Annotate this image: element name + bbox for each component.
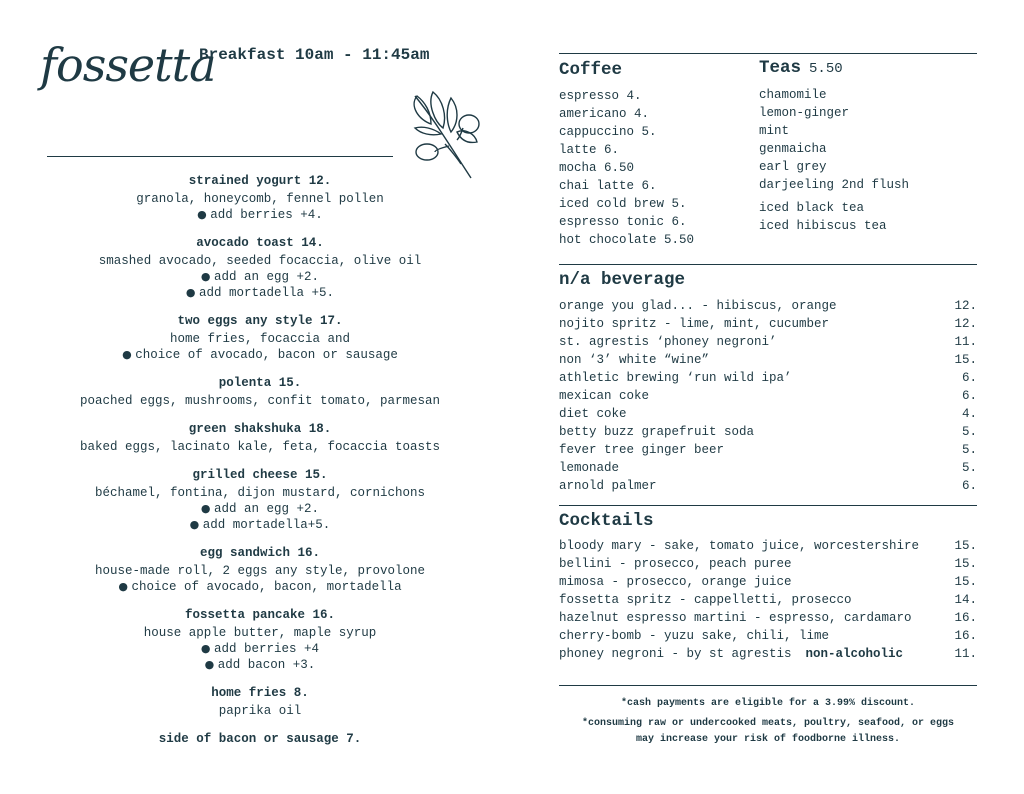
item-description: béchamel, fontina, dijon mustard, cornichons — [94, 486, 426, 500]
bullet-icon: ● — [197, 208, 211, 221]
food-item — [60, 606, 460, 673]
drink-name — [559, 333, 777, 351]
item-description: paprika oil — [218, 704, 302, 718]
na-beverage-item — [559, 333, 977, 351]
na-beverage-list — [559, 297, 977, 495]
item-description: poached eggs, mushrooms, confit tomato, parmesan — [79, 394, 441, 408]
cocktail-item — [559, 537, 977, 555]
food-item — [60, 374, 460, 409]
cocktails-rule — [559, 505, 977, 506]
coffee-item: cappuccino 5. — [559, 125, 657, 139]
drink-name — [559, 477, 657, 495]
na-beverage-item — [559, 297, 977, 315]
addon-label: add an egg +2. — [214, 502, 320, 516]
drink-price: 6. — [961, 479, 977, 493]
addon-label: add berries +4. — [210, 208, 323, 222]
addon-label: add bacon +3. — [217, 658, 316, 672]
food-item — [60, 172, 460, 223]
drink-name — [559, 387, 649, 405]
drink-price: 11. — [954, 335, 977, 349]
coffee-heading: Coffee — [559, 60, 623, 80]
drink-name — [559, 423, 754, 441]
drink-label: non ‘3’ white “wine” — [559, 353, 710, 367]
drink-price: 12. — [954, 317, 977, 331]
drink-label: fever tree ginger beer — [559, 443, 725, 457]
raw-food-warning-cont: may increase your risk of foodborne illness. — [635, 734, 901, 745]
item-addon — [60, 579, 460, 595]
item-addon — [60, 517, 460, 533]
drink-price: 11. — [954, 647, 977, 661]
na-beverage-heading: n/a beverage — [559, 270, 686, 290]
item-title: fossetta pancake 16. — [184, 608, 336, 622]
drink-price: 14. — [954, 593, 977, 607]
drink-label: fossetta spritz - cappelletti, prosecco — [559, 593, 852, 607]
addon-label: choice of avocado, bacon or sausage — [135, 348, 398, 362]
na-beverage-item — [559, 423, 977, 441]
na-beverage-item — [559, 351, 977, 369]
teas-price: 5.50 — [809, 61, 843, 77]
na-rule — [559, 264, 977, 265]
item-addon — [60, 207, 460, 223]
na-beverage-item — [559, 405, 977, 423]
top-rule — [559, 53, 977, 54]
food-item — [60, 730, 460, 749]
drink-name — [559, 441, 724, 459]
food-item — [60, 544, 460, 595]
drink-name — [559, 537, 919, 555]
item-title: side of bacon or sausage 7. — [158, 732, 362, 746]
item-title: grilled cheese 15. — [192, 468, 328, 482]
drink-name — [559, 627, 829, 645]
drink-name — [559, 573, 792, 591]
drink-label: diet coke — [559, 407, 627, 421]
drink-label: mexican coke — [559, 389, 650, 403]
cash-discount-note: *cash payments are eligible for a 3.99% discount. — [620, 698, 916, 709]
tea-item: chamomile — [759, 88, 827, 102]
cocktail-item — [559, 627, 977, 645]
cocktail-item — [559, 645, 977, 663]
drink-price: 4. — [961, 407, 977, 421]
teas-list — [759, 86, 909, 235]
drink-name — [559, 555, 792, 573]
item-addon — [60, 285, 460, 301]
item-addon — [60, 269, 460, 285]
drink-label: bloody mary - sake, tomato juice, worcestershire — [559, 539, 920, 553]
coffee-item: chai latte 6. — [559, 179, 657, 193]
non-alcoholic-tag: non-alcoholic — [805, 647, 904, 661]
teas-title: Teas — [759, 58, 802, 78]
teas-heading — [759, 58, 843, 78]
item-title: two eggs any style 17. — [177, 314, 343, 328]
tea-item: earl grey — [759, 160, 827, 174]
drink-label: lemonade — [559, 461, 620, 475]
na-beverage-item — [559, 477, 977, 495]
cocktail-item — [559, 573, 977, 591]
drink-price: 12. — [954, 299, 977, 313]
drink-label: orange you glad... - hibiscus, orange — [559, 299, 837, 313]
bullet-icon: ● — [200, 502, 215, 515]
drink-name — [559, 405, 627, 423]
item-title: polenta 15. — [218, 376, 302, 390]
drink-price: 6. — [961, 389, 977, 403]
item-title: green shakshuka 18. — [188, 422, 332, 436]
drink-name — [559, 297, 837, 315]
item-title: avocado toast 14. — [196, 236, 324, 250]
bullet-icon: ● — [189, 518, 203, 531]
tea-item: lemon-ginger — [759, 106, 850, 120]
drink-price: 15. — [954, 557, 977, 571]
drink-label: nojito spritz - lime, mint, cucumber — [559, 317, 830, 331]
cocktails-heading: Cocktails — [559, 511, 654, 531]
item-addon — [60, 347, 460, 363]
drink-label: athletic brewing ‘run wild ipa’ — [559, 371, 792, 385]
drink-price: 6. — [961, 371, 977, 385]
food-item — [60, 234, 460, 301]
na-beverage-item — [559, 441, 977, 459]
addon-label: add mortadella +5. — [199, 286, 335, 300]
bullet-icon: ● — [200, 642, 215, 655]
drink-name — [559, 645, 903, 663]
drink-price: 15. — [954, 353, 977, 367]
olive-sprig-icon — [405, 88, 485, 182]
item-description: granola, honeycomb, fennel pollen — [136, 192, 384, 206]
drink-label: st. agrestis ‘phoney negroni’ — [559, 335, 777, 349]
drink-price: 5. — [961, 443, 977, 457]
iced-tea-item: iced hibiscus tea — [759, 219, 887, 233]
addon-label: add an egg +2. — [214, 270, 320, 284]
coffee-item: espresso tonic 6. — [559, 215, 687, 229]
cocktail-item — [559, 591, 977, 609]
cocktails-list — [559, 537, 977, 663]
item-description: home fries, focaccia and — [169, 332, 351, 346]
item-description: baked eggs, lacinato kale, feta, focaccia toasts — [79, 440, 441, 454]
drink-price: 16. — [954, 629, 977, 643]
item-description: house-made roll, 2 eggs any style, provolone — [94, 564, 426, 578]
drink-name — [559, 351, 709, 369]
tea-item: mint — [759, 124, 790, 138]
coffee-item: mocha 6.50 — [559, 161, 635, 175]
na-beverage-item — [559, 369, 977, 387]
tea-item: genmaicha — [759, 142, 827, 156]
coffee-item: hot chocolate 5.50 — [559, 233, 695, 247]
drink-name — [559, 459, 619, 477]
drink-label: mimosa - prosecco, orange juice — [559, 575, 792, 589]
drink-label: cherry-bomb - yuzu sake, chili, lime — [559, 629, 830, 643]
iced-tea-item: iced black tea — [759, 201, 865, 215]
drink-price: 16. — [954, 611, 977, 625]
food-menu — [60, 172, 460, 760]
drink-price: 5. — [961, 425, 977, 439]
addon-label: choice of avocado, bacon, mortadella — [131, 580, 402, 594]
bullet-icon: ● — [204, 658, 218, 671]
na-beverage-item — [559, 315, 977, 333]
coffee-item: americano 4. — [559, 107, 650, 121]
drink-label: betty buzz grapefruit soda — [559, 425, 755, 439]
drink-label: arnold palmer — [559, 479, 657, 493]
coffee-item: latte 6. — [559, 143, 620, 157]
drink-price: 5. — [961, 461, 977, 475]
bullet-icon: ● — [200, 270, 215, 283]
drink-label: hazelnut espresso martini - espresso, cardamaro — [559, 611, 912, 625]
na-beverage-item — [559, 387, 977, 405]
drink-name — [559, 591, 852, 609]
drink-name — [559, 369, 792, 387]
item-title: egg sandwich 16. — [199, 546, 321, 560]
drink-name — [559, 315, 829, 333]
food-item — [60, 684, 460, 719]
tea-item: darjeeling 2nd flush — [759, 178, 910, 192]
header-divider — [47, 156, 393, 157]
addon-label: add berries +4 — [214, 642, 320, 656]
raw-food-warning: *consuming raw or undercooked meats, poultry, seafood, or eggs — [581, 718, 955, 729]
coffee-item: iced cold brew 5. — [559, 197, 687, 211]
item-description: smashed avocado, seeded focaccia, olive oil — [98, 254, 422, 268]
bullet-icon: ● — [185, 286, 200, 299]
bullet-icon: ● — [118, 580, 132, 593]
drink-name — [559, 609, 912, 627]
item-addon — [60, 657, 460, 673]
cocktail-item — [559, 555, 977, 573]
fossetta-logo: fossetta — [40, 38, 216, 92]
breakfast-hours: Breakfast 10am - 11:45am — [199, 46, 430, 64]
cocktail-item — [559, 609, 977, 627]
coffee-item: espresso 4. — [559, 89, 642, 103]
drink-price: 15. — [954, 575, 977, 589]
food-item — [60, 420, 460, 455]
drink-label: phoney negroni - by st agrestis — [559, 647, 792, 661]
item-title: home fries 8. — [211, 686, 309, 700]
notes-rule — [559, 685, 977, 686]
item-description: house apple butter, maple syrup — [143, 626, 377, 640]
food-item — [60, 312, 460, 363]
bullet-icon: ● — [122, 348, 136, 361]
item-addon — [60, 501, 460, 517]
food-item — [60, 466, 460, 533]
na-beverage-item — [559, 459, 977, 477]
drink-label: bellini - prosecco, peach puree — [559, 557, 792, 571]
addon-label: add mortadella+5. — [202, 518, 331, 532]
footnotes — [559, 696, 977, 748]
coffee-list — [559, 87, 694, 249]
item-title: strained yogurt 12. — [188, 174, 332, 188]
drink-price: 15. — [954, 539, 977, 553]
item-addon — [60, 641, 460, 657]
